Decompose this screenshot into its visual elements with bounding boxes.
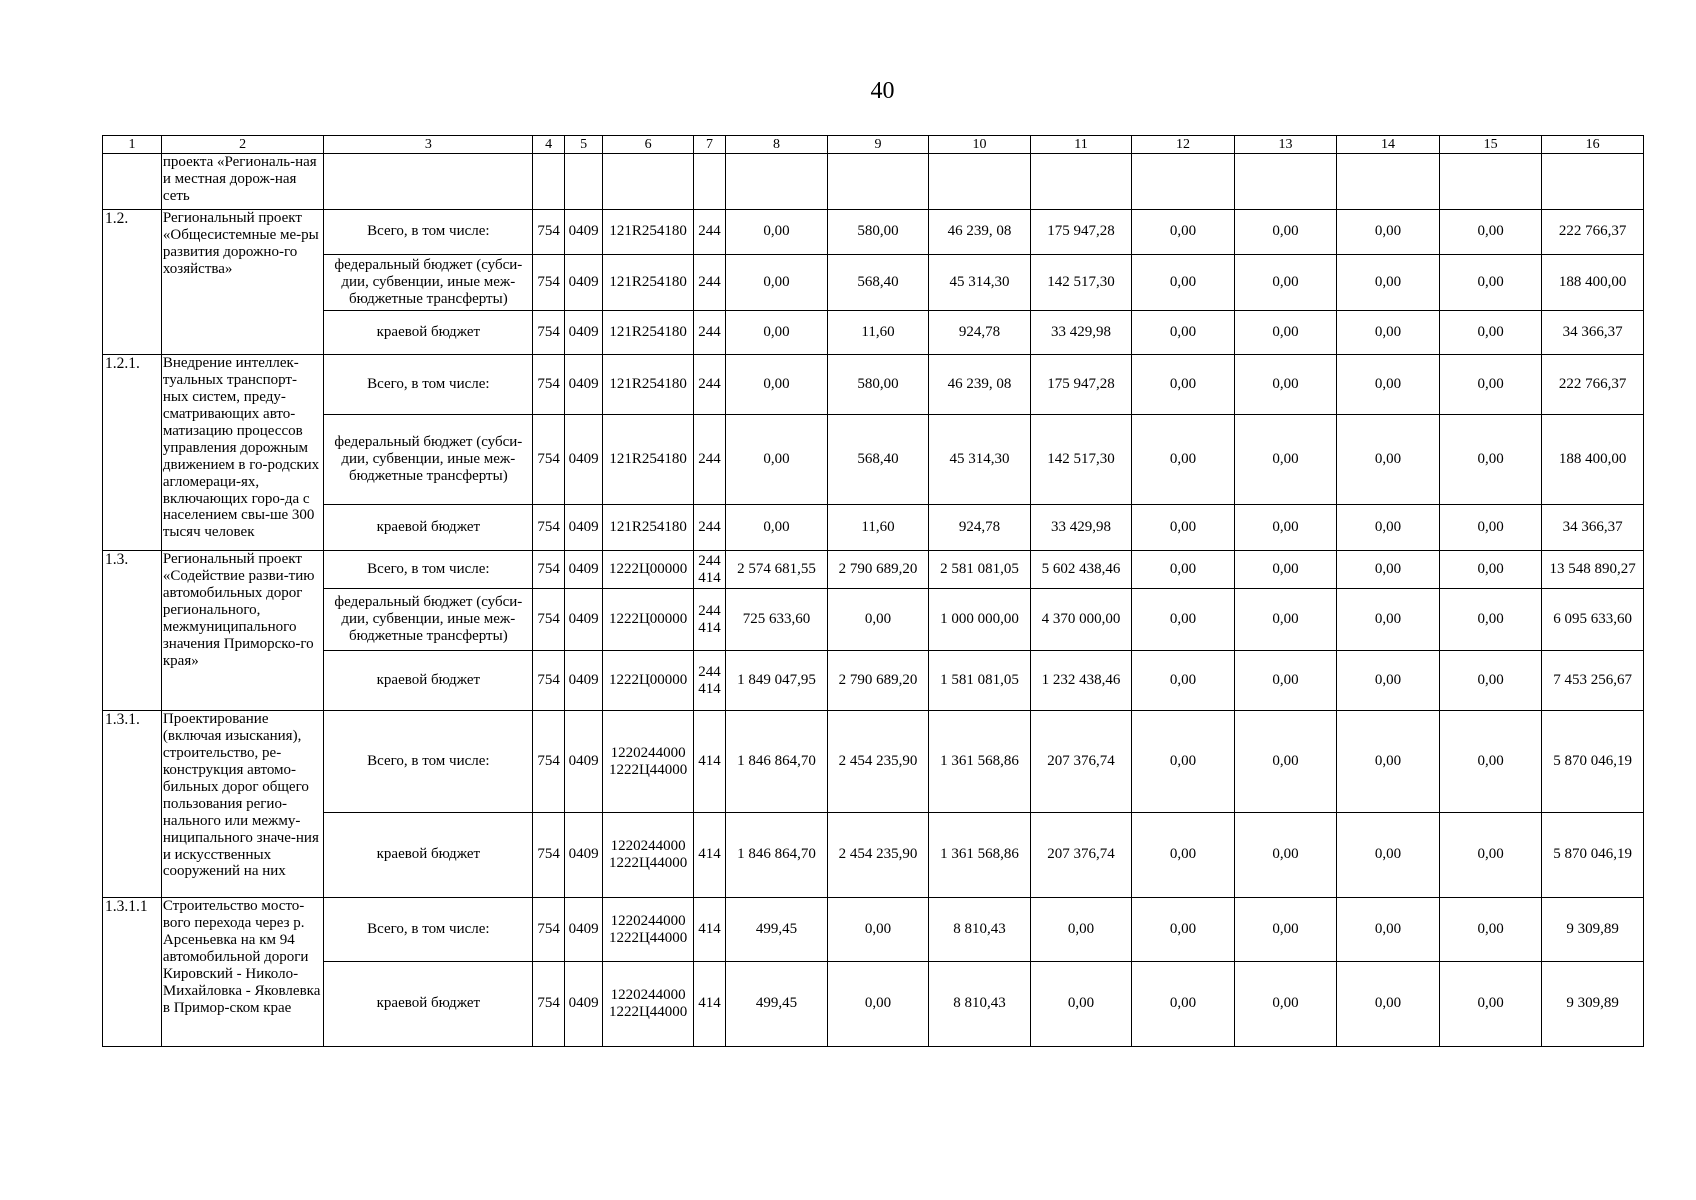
budget-table — [102, 135, 1644, 1047]
code-col-6-line-1: 1220244000 — [610, 987, 686, 1003]
code-col-7: 244 — [693, 311, 725, 355]
code-col-6: 121R254180 — [603, 415, 693, 505]
column-header-15: 15 — [1439, 136, 1542, 154]
amount-col-12: 0,00 — [1132, 711, 1235, 813]
code-col-7-line-2: 414 — [698, 619, 721, 636]
column-header-4: 4 — [533, 136, 564, 154]
amount-col-16: 9 309,89 — [1542, 898, 1644, 962]
row-number: 1.3.1.1 — [103, 898, 162, 1047]
code-col-5: 0409 — [564, 255, 603, 311]
amount-col-8: 0,00 — [726, 311, 828, 355]
code-col-7-line-1: 244 — [698, 602, 721, 619]
code-col-7 — [693, 551, 725, 589]
amount-col-16: 7 453 256,67 — [1542, 651, 1644, 711]
code-col-5: 0409 — [564, 210, 603, 255]
amount-col-12: 0,00 — [1132, 589, 1235, 651]
item-name: Региональный проект «Общесистемные ме-ры развития дорожно-го хозяйства» — [161, 210, 323, 355]
item-name: Региональный проект «Содействие разви-тию автомобильных дорог регионального, межмуниципального значения Приморско-го края» — [161, 551, 323, 711]
amount-col-15: 0,00 — [1439, 311, 1542, 355]
amount-col-16: 34 366,37 — [1542, 311, 1644, 355]
table-row — [103, 255, 1644, 311]
amount-col-13: 0,00 — [1234, 711, 1337, 813]
code-col-6 — [603, 898, 693, 962]
funding-source: краевой бюджет — [324, 651, 533, 711]
amount-col-9: 0,00 — [827, 962, 929, 1047]
code-col-7: 414 — [693, 711, 725, 813]
column-header-2: 2 — [161, 136, 323, 154]
column-header-12: 12 — [1132, 136, 1235, 154]
amount-col-14: 0,00 — [1337, 311, 1440, 355]
code-col-6-line-2: 1222Ц44000 — [608, 761, 688, 778]
amount-col-10: 924,78 — [929, 505, 1031, 551]
row-number: 1.2. — [103, 210, 162, 355]
amount-col-9: 2 790 689,20 — [827, 651, 929, 711]
amount-col-8: 0,00 — [726, 415, 828, 505]
row-number: 1.3.1. — [103, 711, 162, 898]
amount-col-11: 33 429,98 — [1030, 311, 1132, 355]
code-col-4: 754 — [533, 255, 564, 311]
amount-col-16: 34 366,37 — [1542, 505, 1644, 551]
code-col-4: 754 — [533, 355, 564, 415]
amount-col-15: 0,00 — [1439, 962, 1542, 1047]
code-col-5: 0409 — [564, 962, 603, 1047]
column-header-11: 11 — [1030, 136, 1132, 154]
code-col-6 — [603, 813, 693, 898]
page-number: 40 — [870, 78, 895, 104]
code-col-5: 0409 — [564, 813, 603, 898]
amount-col-10: 2 581 081,05 — [929, 551, 1031, 589]
amount-col-11: 142 517,30 — [1030, 255, 1132, 311]
code-col-7: 244 — [693, 255, 725, 311]
code-col-4: 754 — [533, 589, 564, 651]
amount-col-9: 580,00 — [827, 210, 929, 255]
amount-col-16: 222 766,37 — [1542, 210, 1644, 255]
table-row — [103, 651, 1644, 711]
amount-col-9: 11,60 — [827, 311, 929, 355]
amount-col-8: 725 633,60 — [726, 589, 828, 651]
column-header-9: 9 — [827, 136, 929, 154]
code-col-4: 754 — [533, 505, 564, 551]
item-name: Проектирование (включая изыскания), строительство, ре-конструкция автомо-бильных дорог общего пользования регио-нального или межму-ниципального значе-ния и искусственных сооружений на них — [161, 711, 323, 898]
code-col-7 — [693, 651, 725, 711]
amount-col-13: 0,00 — [1234, 589, 1337, 651]
amount-col-12: 0,00 — [1132, 355, 1235, 415]
code-col-7: 244 — [693, 210, 725, 255]
amount-col-11: 142 517,30 — [1030, 415, 1132, 505]
funding-source: Всего, в том числе: — [324, 210, 533, 255]
code-col-6 — [603, 711, 693, 813]
amount-col-13: 0,00 — [1234, 813, 1337, 898]
amount-col-15: 0,00 — [1439, 551, 1542, 589]
amount-col-11: 207 376,74 — [1030, 813, 1132, 898]
code-col-6: 121R254180 — [603, 210, 693, 255]
funding-source: Всего, в том числе: — [324, 898, 533, 962]
amount-col-16: 222 766,37 — [1542, 355, 1644, 415]
amount-col-9: 2 790 689,20 — [827, 551, 929, 589]
code-col-7: 414 — [693, 813, 725, 898]
code-col-6: 121R254180 — [603, 355, 693, 415]
code-col-4: 754 — [533, 311, 564, 355]
amount-col-10: 1 000 000,00 — [929, 589, 1031, 651]
funding-source: краевой бюджет — [324, 813, 533, 898]
code-col-7: 244 — [693, 415, 725, 505]
code-col-4: 754 — [533, 415, 564, 505]
amount-col-11: 0,00 — [1030, 898, 1132, 962]
amount-col-13: 0,00 — [1234, 311, 1337, 355]
row-number: 1.3. — [103, 551, 162, 711]
amount-col-8: 499,45 — [726, 962, 828, 1047]
code-col-4: 754 — [533, 210, 564, 255]
code-col-7-line-1: 244 — [698, 552, 721, 569]
amount-col-10: 46 239, 08 — [929, 355, 1031, 415]
header-row — [103, 136, 1644, 154]
table-row — [103, 898, 1644, 962]
amount-col-14: 0,00 — [1337, 255, 1440, 311]
amount-col-14: 0,00 — [1337, 551, 1440, 589]
continuation-row — [103, 154, 1644, 210]
code-col-6 — [603, 962, 693, 1047]
amount-col-16: 6 095 633,60 — [1542, 589, 1644, 651]
amount-col-15: 0,00 — [1439, 255, 1542, 311]
row-number: 1.2.1. — [103, 355, 162, 551]
code-col-5: 0409 — [564, 651, 603, 711]
amount-col-11: 1 232 438,46 — [1030, 651, 1132, 711]
funding-source: Всего, в том числе: — [324, 551, 533, 589]
amount-col-10: 1 361 568,86 — [929, 711, 1031, 813]
amount-col-14: 0,00 — [1337, 210, 1440, 255]
code-col-5: 0409 — [564, 551, 603, 589]
table-row — [103, 210, 1644, 255]
amount-col-13: 0,00 — [1234, 210, 1337, 255]
amount-col-10: 1 361 568,86 — [929, 813, 1031, 898]
code-col-7: 414 — [693, 898, 725, 962]
amount-col-8: 1 846 864,70 — [726, 813, 828, 898]
amount-col-13: 0,00 — [1234, 651, 1337, 711]
amount-col-11: 4 370 000,00 — [1030, 589, 1132, 651]
code-col-5: 0409 — [564, 311, 603, 355]
table-row — [103, 962, 1644, 1047]
code-col-5: 0409 — [564, 711, 603, 813]
code-col-7: 244 — [693, 505, 725, 551]
column-header-14: 14 — [1337, 136, 1440, 154]
code-col-4: 754 — [533, 651, 564, 711]
code-col-6: 121R254180 — [603, 311, 693, 355]
amount-col-14: 0,00 — [1337, 589, 1440, 651]
amount-col-15: 0,00 — [1439, 651, 1542, 711]
table-row — [103, 589, 1644, 651]
amount-col-10: 8 810,43 — [929, 962, 1031, 1047]
table-row — [103, 711, 1644, 813]
amount-col-14: 0,00 — [1337, 898, 1440, 962]
amount-col-16: 188 400,00 — [1542, 415, 1644, 505]
amount-col-13: 0,00 — [1234, 898, 1337, 962]
amount-col-8: 0,00 — [726, 505, 828, 551]
amount-col-12: 0,00 — [1132, 898, 1235, 962]
funding-source: федеральный бюджет (субси-дии, субвенции, иные меж-бюджетные трансферты) — [324, 415, 533, 505]
code-col-5: 0409 — [564, 505, 603, 551]
amount-col-14: 0,00 — [1337, 505, 1440, 551]
amount-col-11: 5 602 438,46 — [1030, 551, 1132, 589]
column-header-3: 3 — [324, 136, 533, 154]
amount-col-10: 924,78 — [929, 311, 1031, 355]
amount-col-14: 0,00 — [1337, 711, 1440, 813]
column-header-13: 13 — [1234, 136, 1337, 154]
code-col-4: 754 — [533, 898, 564, 962]
code-col-6-line-2: 1222Ц44000 — [608, 1004, 688, 1020]
code-col-6-line-1: 1220244000 — [610, 744, 686, 761]
code-col-6: 1222Ц00000 — [603, 651, 693, 711]
funding-source: краевой бюджет — [324, 505, 533, 551]
code-col-6: 121R254180 — [603, 505, 693, 551]
code-col-6-line-2: 1222Ц44000 — [608, 855, 688, 871]
amount-col-16: 5 870 046,19 — [1542, 813, 1644, 898]
amount-col-9: 0,00 — [827, 589, 929, 651]
amount-col-13: 0,00 — [1234, 415, 1337, 505]
amount-col-13: 0,00 — [1234, 255, 1337, 311]
amount-col-9: 580,00 — [827, 355, 929, 415]
amount-col-9: 568,40 — [827, 255, 929, 311]
amount-col-10: 45 314,30 — [929, 255, 1031, 311]
amount-col-14: 0,00 — [1337, 355, 1440, 415]
amount-col-12: 0,00 — [1132, 255, 1235, 311]
amount-col-13: 0,00 — [1234, 355, 1337, 415]
amount-col-14: 0,00 — [1337, 813, 1440, 898]
code-col-4: 754 — [533, 813, 564, 898]
amount-col-9: 568,40 — [827, 415, 929, 505]
amount-col-13: 0,00 — [1234, 962, 1337, 1047]
amount-col-15: 0,00 — [1439, 711, 1542, 813]
table-row — [103, 355, 1644, 415]
amount-col-9: 0,00 — [827, 898, 929, 962]
amount-col-13: 0,00 — [1234, 551, 1337, 589]
funding-source: краевой бюджет — [324, 962, 533, 1047]
table-row — [103, 505, 1644, 551]
funding-source: федеральный бюджет (субси-дии, субвенции, иные меж-бюджетные трансферты) — [324, 255, 533, 311]
table-row — [103, 813, 1644, 898]
amount-col-14: 0,00 — [1337, 651, 1440, 711]
column-header-6: 6 — [603, 136, 693, 154]
code-col-6-line-2: 1222Ц44000 — [608, 929, 688, 946]
amount-col-15: 0,00 — [1439, 415, 1542, 505]
amount-col-16: 188 400,00 — [1542, 255, 1644, 311]
table-row — [103, 551, 1644, 589]
code-col-5: 0409 — [564, 355, 603, 415]
column-header-16: 16 — [1542, 136, 1644, 154]
amount-col-12: 0,00 — [1132, 551, 1235, 589]
amount-col-12: 0,00 — [1132, 962, 1235, 1047]
amount-col-12: 0,00 — [1132, 651, 1235, 711]
code-col-6-line-1: 1220244000 — [610, 912, 686, 929]
amount-col-11: 33 429,98 — [1030, 505, 1132, 551]
amount-col-8: 1 846 864,70 — [726, 711, 828, 813]
amount-col-9: 2 454 235,90 — [827, 813, 929, 898]
amount-col-10: 45 314,30 — [929, 415, 1031, 505]
code-col-7-line-2: 414 — [698, 569, 721, 586]
column-header-10: 10 — [929, 136, 1031, 154]
code-col-7 — [693, 589, 725, 651]
amount-col-15: 0,00 — [1439, 813, 1542, 898]
amount-col-12: 0,00 — [1132, 311, 1235, 355]
table-body — [103, 154, 1644, 1047]
table-row — [103, 311, 1644, 355]
amount-col-12: 0,00 — [1132, 415, 1235, 505]
amount-col-15: 0,00 — [1439, 589, 1542, 651]
code-col-4: 754 — [533, 551, 564, 589]
code-col-7-line-2: 414 — [698, 680, 721, 697]
code-col-6: 1222Ц00000 — [603, 551, 693, 589]
amount-col-8: 499,45 — [726, 898, 828, 962]
amount-col-16: 13 548 890,27 — [1542, 551, 1644, 589]
amount-col-15: 0,00 — [1439, 898, 1542, 962]
code-col-6-line-1: 1220244000 — [610, 838, 686, 854]
code-col-5: 0409 — [564, 589, 603, 651]
funding-source: федеральный бюджет (субси-дии, субвенции, иные меж-бюджетные трансферты) — [324, 589, 533, 651]
amount-col-10: 46 239, 08 — [929, 210, 1031, 255]
amount-col-8: 0,00 — [726, 255, 828, 311]
amount-col-12: 0,00 — [1132, 813, 1235, 898]
amount-col-8: 0,00 — [726, 355, 828, 415]
code-col-7: 414 — [693, 962, 725, 1047]
code-col-6: 121R254180 — [603, 255, 693, 311]
amount-col-10: 1 581 081,05 — [929, 651, 1031, 711]
amount-col-8: 2 574 681,55 — [726, 551, 828, 589]
item-name: проекта «Региональ-ная и местная дорож-ная сеть — [161, 154, 323, 210]
amount-col-14: 0,00 — [1337, 415, 1440, 505]
amount-col-13: 0,00 — [1234, 505, 1337, 551]
row-number — [103, 154, 162, 210]
column-header-7: 7 — [693, 136, 725, 154]
item-name: Строительство мосто-вого перехода через р. Арсеньевка на км 94 автомобильной дороги Кировский - Николо-Михайловка - Яковлевка в Примор-ском крае — [161, 898, 323, 1047]
amount-col-8: 0,00 — [726, 210, 828, 255]
funding-source: Всего, в том числе: — [324, 355, 533, 415]
funding-source: краевой бюджет — [324, 311, 533, 355]
code-col-5: 0409 — [564, 415, 603, 505]
amount-col-15: 0,00 — [1439, 210, 1542, 255]
amount-col-11: 207 376,74 — [1030, 711, 1132, 813]
code-col-5: 0409 — [564, 898, 603, 962]
code-col-4: 754 — [533, 711, 564, 813]
funding-source: Всего, в том числе: — [324, 711, 533, 813]
amount-col-15: 0,00 — [1439, 355, 1542, 415]
amount-col-15: 0,00 — [1439, 505, 1542, 551]
code-col-6: 1222Ц00000 — [603, 589, 693, 651]
amount-col-8: 1 849 047,95 — [726, 651, 828, 711]
amount-col-9: 2 454 235,90 — [827, 711, 929, 813]
table-row — [103, 415, 1644, 505]
amount-col-9: 11,60 — [827, 505, 929, 551]
amount-col-16: 5 870 046,19 — [1542, 711, 1644, 813]
column-header-5: 5 — [564, 136, 603, 154]
column-header-1: 1 — [103, 136, 162, 154]
code-col-4: 754 — [533, 962, 564, 1047]
amount-col-11: 175 947,28 — [1030, 210, 1132, 255]
amount-col-10: 8 810,43 — [929, 898, 1031, 962]
item-name: Внедрение интеллек-туальных транспорт-ных систем, преду-сматривающих авто-матизацию процессов управления дорожным движением в го-родских агломераци-ях, включающих горо-да с населением свы-ше 300 тысяч человек — [161, 355, 323, 551]
code-col-7: 244 — [693, 355, 725, 415]
amount-col-11: 175 947,28 — [1030, 355, 1132, 415]
amount-col-14: 0,00 — [1337, 962, 1440, 1047]
amount-col-12: 0,00 — [1132, 210, 1235, 255]
amount-col-16: 9 309,89 — [1542, 962, 1644, 1047]
amount-col-12: 0,00 — [1132, 505, 1235, 551]
column-header-8: 8 — [726, 136, 828, 154]
code-col-7-line-1: 244 — [698, 663, 721, 680]
amount-col-11: 0,00 — [1030, 962, 1132, 1047]
